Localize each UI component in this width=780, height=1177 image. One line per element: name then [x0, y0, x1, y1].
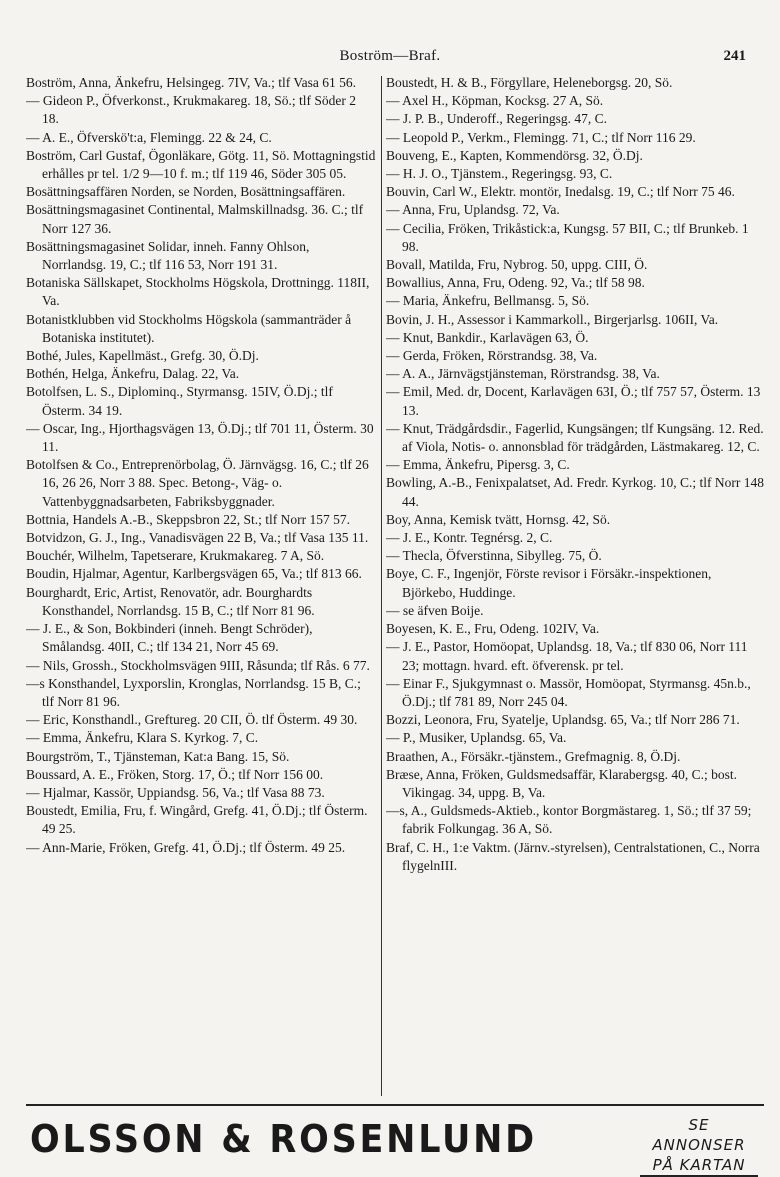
directory-entry: Bowling, A.-B., Fenixpalatset, Ad. Fredr. Kyrkog. 10, C.; tlf Norr 148 44.	[386, 475, 764, 509]
directory-entry: — Nils, Grossh., Stockholmsvägen 9III, Råsunda; tlf Rås. 6 77.	[26, 657, 370, 673]
directory-entry: — J. E., & Son, Bokbinderi (inneh. Bengt Schröder), Smålandsg. 40II, C.; tlf 134 21, Norr 45 69.	[26, 621, 313, 655]
directory-entry: — Gerda, Fröken, Rörstrandsg. 38, Va.	[386, 348, 598, 364]
directory-entry: — A. E., Öfverskö't:a, Flemingg. 22 & 24, C.	[26, 129, 272, 145]
directory-entry: Braf, C. H., 1:e Vaktm. (Järnv.-styrelsen), Centralstationen, C., Norra flygelnIII.	[386, 839, 760, 873]
right-column	[386, 74, 764, 1099]
directory-entry: Bottnia, Handels A.-B., Skeppsbron 22, St.; tlf Norr 157 57.	[26, 511, 350, 527]
directory-entry: Boy, Anna, Kemisk tvätt, Hornsg. 42, Sö.	[386, 511, 611, 527]
directory-entry: Bosättningsmagasinet Continental, Malmskillnadsg. 36. C.; tlf Norr 127 36.	[26, 202, 364, 236]
directory-entry: —s, A., Guldsmeds-Aktieb., kontor Borgmästareg. 1, Sö.; tlf 37 59; fabrik Folkungag. 36 A, Sö.	[386, 803, 752, 837]
directory-entry: — Axel H., Köpman, Kocksg. 27 A, Sö.	[386, 93, 604, 109]
directory-entry: Bothé, Jules, Kapellmäst., Grefg. 30, Ö.Dj.	[26, 348, 259, 364]
directory-entry: Boussard, A. E., Fröken, Storg. 17, Ö.; tlf Norr 156 00.	[26, 766, 324, 782]
directory-entry: — P., Musiker, Uplandsg. 65, Va.	[386, 730, 567, 746]
directory-entry: Bovall, Matilda, Fru, Nybrog. 50, uppg. CIII, Ö.	[386, 257, 648, 273]
directory-entry: — J. E., Kontr. Tegnérsg. 2, C.	[386, 530, 553, 546]
directory-entry: — Anna, Fru, Uplandsg. 72, Va.	[386, 202, 560, 218]
directory-entry: — se äfven Boije.	[386, 602, 484, 618]
directory-entry: Bouchér, Wilhelm, Tapetserare, Krukmakareg. 7 A, Sö.	[26, 548, 325, 564]
directory-entry: — J. P. B., Underoff., Regeringsg. 47, C.	[386, 111, 607, 127]
directory-entry: Botanistklubben vid Stockholms Högskola (sammanträder å Botaniska institutet).	[26, 311, 352, 345]
column-divider	[381, 76, 382, 1096]
directory-entry: Botaniska Sällskapet, Stockholms Högskola, Drottningg. 118II, Va.	[26, 275, 370, 309]
directory-entry: Boström, Anna, Änkefru, Helsingeg. 7IV, Va.; tlf Vasa 61 56.	[26, 75, 356, 90]
directory-entry: Bothén, Helga, Änkefru, Dalag. 22, Va.	[26, 366, 240, 382]
directory-entry: Boyesen, K. E., Fru, Odeng. 102IV, Va.	[386, 621, 600, 637]
directory-entry: Botvidzon, G. J., Ing., Vanadisvägen 22 B, Va.; tlf Vasa 135 11.	[26, 530, 369, 546]
directory-entry: — Oscar, Ing., Hjorthagsvägen 13, Ö.Dj.; tlf 701 11, Österm. 30 11.	[26, 420, 374, 455]
directory-entry: Botolfsen & Co., Entreprenörbolag, Ö. Järnvägsg. 16, C.; tlf 26 16, 26 26, Norr 3 88. Spec. Betong-, Väg- o. Vattenbyggnadsarbeten, Fabriksbyggnader.	[26, 457, 369, 509]
tagline-line-2: PÅ KARTAN	[640, 1155, 758, 1177]
tagline-line-1: SE ANNONSER	[652, 1116, 746, 1154]
directory-entry: — Cecilia, Fröken, Trikåstick:a, Kungsg. 57 BII, C.; tlf Brunkeb. 1 98.	[386, 220, 749, 254]
left-column	[26, 74, 376, 1099]
page-header	[0, 48, 780, 72]
directory-entry: Boudin, Hjalmar, Agentur, Karlbergsvägen 65, Va.; tlf 813 66.	[26, 566, 362, 582]
directory-entry: — J. E., Pastor, Homöopat, Uplandsg. 18, Va.; tlf 830 06, Norr 111 23; mottagn. hvard. eft. öfverensk. pr tel.	[386, 639, 748, 673]
running-head: Boström—Braf.	[339, 48, 441, 64]
directory-entry: — Eric, Konsthandl., Greftureg. 20 CII, Ö. tlf Österm. 49 30.	[26, 712, 358, 728]
directory-entry: — Emil, Med. dr, Docent, Karlavägen 63I, Ö.; tlf 757 57, Österm. 13 13.	[386, 384, 761, 418]
directory-entry: Bourgström, T., Tjänsteman, Kat:a Bang. 15, Sö.	[26, 748, 290, 764]
directory-entry: Bosättningsmagasinet Solidar, inneh. Fanny Ohlson, Norrlandsg. 19, C.; tlf 116 53, Norr 191 31.	[26, 238, 310, 273]
directory-entry: — Knut, Bankdir., Karlavägen 63, Ö.	[386, 329, 589, 345]
directory-entry: Bræse, Anna, Fröken, Guldsmedsaffär, Klarabergsg. 40, C.; bost. Vikingag. 34, uppg. B, Va.	[386, 766, 738, 800]
directory-entry: Boström, Carl Gustaf, Ögonläkare, Götg. 11, Sö. Mottagningstid erhålles pr tel. 1/2 9—10 f. m.; tlf 119 46, Söder 305 05.	[26, 147, 376, 182]
directory-entry: — H. J. O., Tjänstem., Regeringsg. 93, C.	[386, 166, 613, 182]
directory-entry: — Hjalmar, Kassör, Uppiandsg. 56, Va.; tlf Vasa 88 73.	[26, 784, 325, 800]
directory-entry: Boustedt, H. & B., Förgyllare, Heleneborgsg. 20, Sö.	[386, 75, 673, 90]
directory-entry: — Emma, Änkefru, Pipersg. 3, C.	[386, 457, 570, 473]
directory-entry: Bovin, J. H., Assessor i Kammarkoll., Birgerjarlsg. 106II, Va.	[386, 311, 719, 327]
directory-entry: Botolfsen, L. S., Diplominq., Styrmansg. 15IV, Ö.Dj.; tlf Österm. 34 19.	[26, 384, 333, 418]
directory-entry: —s Konsthandel, Lyxporslin, Kronglas, Norrlandsg. 15 B, C.; tlf Norr 81 96.	[26, 675, 361, 709]
directory-entry: Bozzi, Leonora, Fru, Syatelje, Uplandsg. 65, Va.; tlf Norr 286 71.	[386, 712, 740, 728]
directory-entry: — Gideon P., Öfverkonst., Krukmakareg. 18, Sö.; tlf Söder 2 18.	[26, 93, 356, 127]
directory-entry: — Einar F., Sjukgymnast o. Massör, Homöopat, Styrmansg. 45n.b., Ö.Dj.; tlf 781 89, Norr 245 04.	[386, 675, 751, 709]
directory-entry: — Maria, Änkefru, Bellmansg. 5, Sö.	[386, 293, 590, 309]
advertiser-name: OLSSON & ROSENLUND	[30, 1117, 537, 1161]
directory-entry: Bourghardt, Eric, Artist, Renovatör, adr. Bourghardts Konsthandel, Norrlandsg. 15 B, C.; tlf Norr 81 96.	[26, 584, 315, 618]
page-number: 241	[723, 48, 746, 64]
advertisement-banner	[28, 1113, 762, 1174]
directory-entry: Bowallius, Anna, Fru, Odeng. 92, Va.; tlf 58 98.	[386, 275, 645, 291]
directory-entry: Braathen, A., Försäkr.-tjänstem., Grefmagnig. 8, Ö.Dj.	[386, 748, 681, 764]
directory-entry: — Knut, Trädgårdsdir., Fagerlid, Kungsängen; tlf Kungsäng. 12. Red. af Viola, Notis- o. annonsblad för trädgården, Lästmakareg. 12, C.	[386, 420, 764, 455]
directory-entry: — A. A., Järnvägstjänsteman, Rörstrandsg. 38, Va.	[386, 366, 660, 382]
advertisement-rule-top	[26, 1104, 764, 1106]
directory-entry: — Leopold P., Verkm., Flemingg. 71, C.; tlf Norr 116 29.	[386, 129, 696, 145]
directory-entry: — Emma, Änkefru, Klara S. Kyrkog. 7, C.	[26, 730, 259, 746]
directory-entry: — Ann-Marie, Fröken, Grefg. 41, Ö.Dj.; tlf Österm. 49 25.	[26, 839, 346, 855]
directory-entry: Bouvin, Carl W., Elektr. montör, Inedalsg. 19, C.; tlf Norr 75 46.	[386, 184, 735, 200]
directory-entry: Boustedt, Emilia, Fru, f. Wingård, Grefg. 41, Ö.Dj.; tlf Österm. 49 25.	[26, 803, 368, 837]
directory-entry: Bouveng, E., Kapten, Kommendörsg. 32, Ö.Dj.	[386, 147, 643, 163]
advertisement-tagline	[640, 1115, 758, 1177]
directory-entry: — Thecla, Öfverstinna, Sibylleg. 75, Ö.	[386, 548, 602, 564]
directory-columns	[26, 74, 764, 1099]
directory-entry: Boye, C. F., Ingenjör, Förste revisor i Försäkr.-inspektionen, Björkebo, Huddinge.	[386, 566, 712, 600]
directory-entry: Bosättningsaffären Norden, se Norden, Bosättningsaffären.	[26, 184, 346, 200]
